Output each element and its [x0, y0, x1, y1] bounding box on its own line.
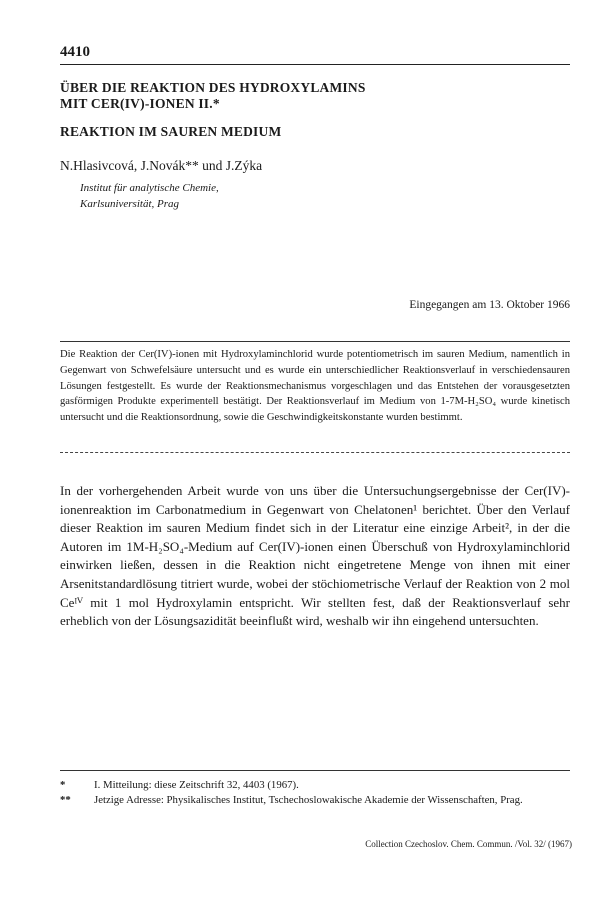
affiliation-line-2: Karlsuniversität, Prag [80, 198, 180, 210]
affiliation [80, 180, 219, 212]
article-title [60, 80, 570, 112]
received-date: Eingegangen am 13. Oktober 1966 [409, 299, 570, 311]
footnote-1-text: I. Mitteilung: diese Zeitschrift 32, 4403 (1967). [94, 779, 299, 791]
footnote-2 [60, 793, 570, 808]
article-subtitle: REAKTION IM SAUREN MEDIUM [60, 124, 282, 139]
page-number: 4410 [60, 44, 90, 60]
authors: N.Hlasivcová, J.Novák** und J.Zýka [60, 158, 263, 173]
footnotes [60, 778, 570, 808]
footnote-1 [60, 778, 570, 793]
body-paragraph: In der vorhergehenden Arbeit wurde von uns über die Untersuchungsergebnisse der Cer(IV)- ionenreaktion im Carbonatmedium in Gegenwart von Chelatonen¹ berichtet. Über den Verlauf dieser Reaktion im sauren Medium findet sich in der Literatur eine einzige Arbeit², in der die Autoren im 1M-H₂SO₄-Medium auf Cer(IV)-ionen einen Überschuß von Hydroxylaminchlorid einwirken ließen, dessen in die Reaktion nicht eingetretene Menge von ihnen mit einer Arsenitstandardlösung titriert wurde, wobei der stöchiometrische Verlauf der Reaktion von 2 mol Ceᴵⱽ mit 1 mol Hydroxylamin entspricht. Wir stellten fest, daß der Reaktionsverlauf sehr erheblich von der Lösungsazidität beeinflußt wird, weshalb wir ihn eingehend untersuchten. [60, 483, 570, 629]
abstract-rule-top [60, 341, 570, 342]
header-rule [60, 64, 570, 65]
abstract: Die Reaktion der Cer(IV)-ionen mit Hydroxylaminchlorid wurde potentiometrisch im sauren Medium, namentlich in Gegenwart von Schwefelsäure untersucht und es wurde ein unterschiedlicher Reaktionsverlauf in verschiedensauren Lösungen festgestellt. Es wurde der Reaktionsmechanismus vorgeschlagen und das Entstehen der vorausgesetzten gasförmigen Produkte experimentell bestätigt. Der Reaktionsverlauf im Medium von 1-7M-H₂SO₄ wurde kinetisch untersucht und die Reaktionsordnung, sowie die Geschwindigkeitskonstante wurden bestimmt. [60, 349, 570, 424]
footnote-2-text: Jetzige Adresse: Physikalisches Institut, Tschechoslowakische Akademie der Wissenschaften, Prag. [94, 794, 523, 806]
footnote-2-mark: ** [60, 794, 71, 806]
title-line-2: MIT CER(IV)-IONEN II.* [60, 96, 220, 111]
affiliation-line-1: Institut für analytische Chemie, [80, 182, 219, 194]
journal-footer: Collection Czechoslov. Chem. Commun. /Vol. 32/ (1967) [365, 839, 572, 849]
title-line-1: ÜBER DIE REAKTION DES HYDROXYLAMINS [60, 80, 366, 95]
abstract-rule-bottom [60, 452, 570, 453]
footnote-rule [60, 770, 570, 771]
footnote-1-mark: * [60, 779, 66, 791]
